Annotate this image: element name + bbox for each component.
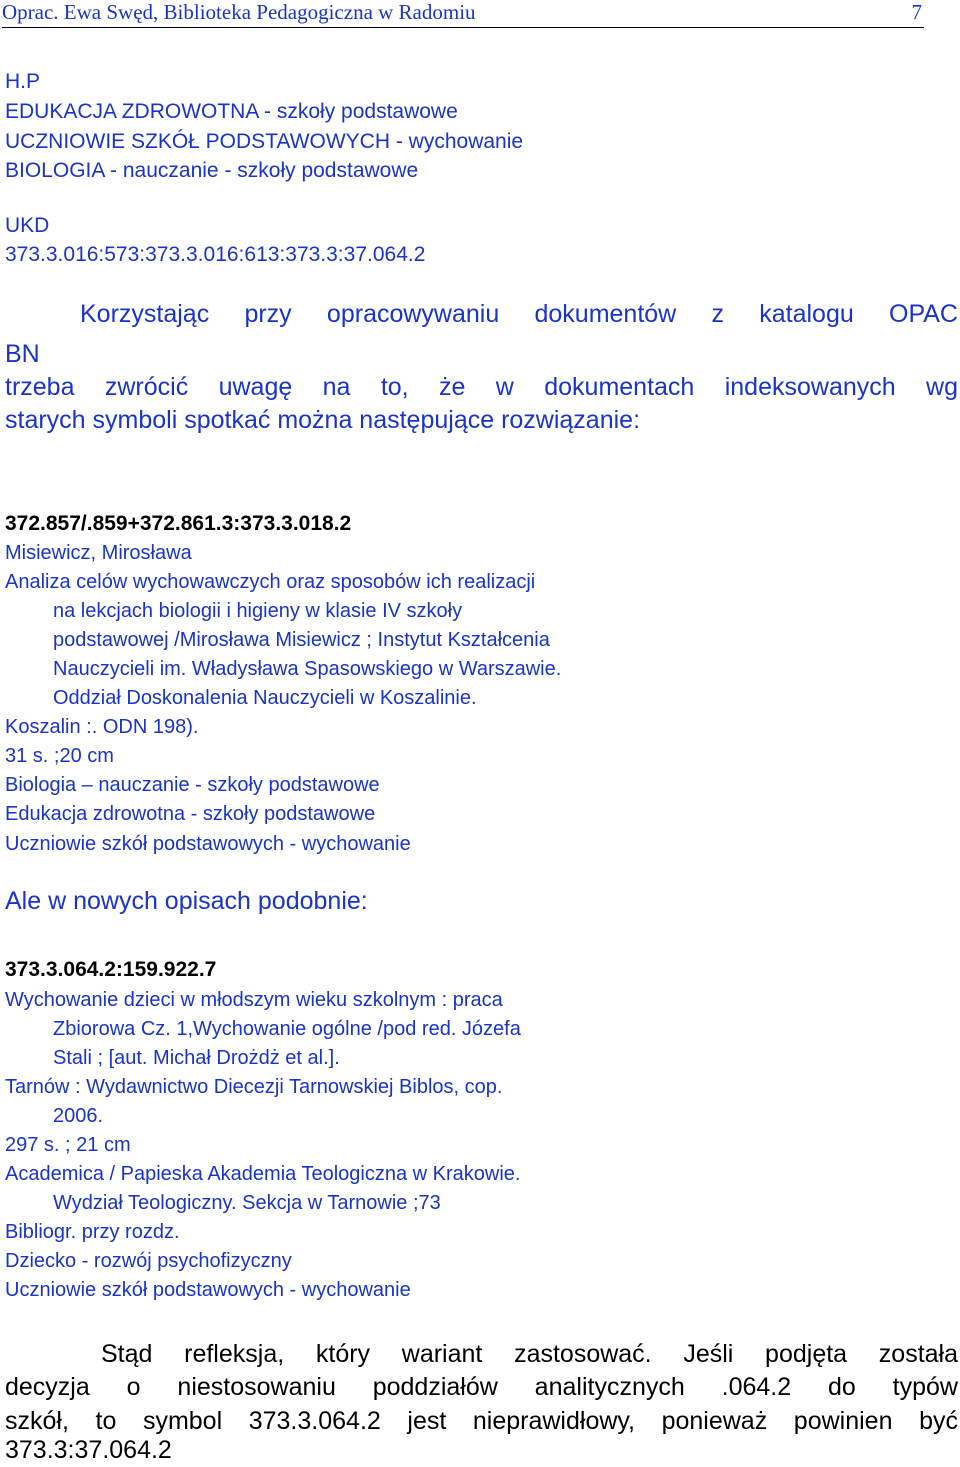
ukd-value: 373.3.016:573:373.3.016:613:373.3:37.064.2 xyxy=(5,243,426,266)
page-number: 7 xyxy=(911,0,922,24)
record1-subject-1: Biologia – nauczanie - szkoły podstawowe xyxy=(5,774,380,796)
intro-line-2: BN xyxy=(5,340,40,368)
record2-publisher-1: Tarnów : Wydawnictwo Diecezji Tarnowskiej Biblos, cop. xyxy=(5,1076,503,1098)
classification-code: H.P xyxy=(5,70,41,93)
record1-title-2: na lekcjach biologii i higieny w klasie IV szkoły xyxy=(53,600,463,622)
conclusion-line-2: decyzja o niestosowaniu poddziałów analitycznych .064.2 do typów xyxy=(5,1373,958,1401)
header-author-library: Oprac. Ewa Swęd, Biblioteka Pedagogiczna w Radomiu xyxy=(2,0,476,24)
record1-publisher: Koszalin :. ODN 198). xyxy=(5,716,199,738)
record2-symbol: 373.3.064.2:159.922.7 xyxy=(5,958,217,981)
record2-subject-1: Dziecko - rozwój psychofizyczny xyxy=(5,1250,292,1272)
record1-title-4: Nauczycieli im. Władysława Spasowskiego w Warszawie. xyxy=(53,658,562,680)
intro-line-1: Korzystając przy opracowywaniu dokumentów z katalogu OPAC xyxy=(80,300,958,328)
subject-heading-3: BIOLOGIA - nauczanie - szkoły podstawowe xyxy=(5,159,419,182)
record2-title-1: Wychowanie dzieci w młodszym wieku szkolnym : praca xyxy=(5,989,503,1011)
subject-heading-2: UCZNIOWIE SZKÓŁ PODSTAWOWYCH - wychowanie xyxy=(5,130,524,153)
record1-title-1: Analiza celów wychowawczych oraz sposobów ich realizacji xyxy=(5,571,536,593)
record1-subject-3: Uczniowie szkół podstawowych - wychowanie xyxy=(5,833,411,855)
record1-title-3: podstawowej /Mirosława Misiewicz ; Instytut Kształcenia xyxy=(53,629,550,651)
record2-note: Bibliogr. przy rozdz. xyxy=(5,1221,180,1243)
record2-subject-2: Uczniowie szkół podstawowych - wychowanie xyxy=(5,1279,411,1301)
intro-line-3: trzeba zwrócić uwagę na to, że w dokumentach indeksowanych wg xyxy=(5,373,958,401)
record1-symbol: 372.857/.859+372.861.3:373.3.018.2 xyxy=(5,512,352,535)
record1-extent: 31 s. ;20 cm xyxy=(5,745,114,767)
record1-author: Misiewicz, Mirosława xyxy=(5,542,192,564)
record1-title-5: Oddział Doskonalenia Nauczycieli w Koszalinie. xyxy=(53,687,477,709)
record1-subject-2: Edukacja zdrowotna - szkoły podstawowe xyxy=(5,803,376,825)
conclusion-line-4: 373.3:37.064.2 xyxy=(5,1436,172,1464)
conclusion-line-1: Stąd refleksja, który wariant zastosować. Jeśli podjęta została xyxy=(101,1340,958,1368)
intro-line-4: starych symboli spotkać można następujące rozwiązanie: xyxy=(5,406,641,434)
record2-publisher-2: 2006. xyxy=(53,1105,104,1127)
record2-series-1: Academica / Papieska Akademia Teologiczna w Krakowie. xyxy=(5,1163,521,1185)
conclusion-line-3: szkół, to symbol 373.3.064.2 jest nieprawidłowy, ponieważ powinien być xyxy=(5,1407,958,1435)
record2-title-3: Stali ; [aut. Michał Drożdż et al.]. xyxy=(53,1047,340,1069)
record2-title-2: Zbiorowa Cz. 1,Wychowanie ogólne /pod red. Józefa xyxy=(53,1018,521,1040)
subject-heading-1: EDUKACJA ZDROWOTNA - szkoły podstawowe xyxy=(5,100,458,123)
record2-series-2: Wydział Teologiczny. Sekcja w Tarnowie ;73 xyxy=(53,1192,441,1214)
new-descriptions-heading: Ale w nowych opisach podobnie: xyxy=(5,887,368,915)
ukd-label: UKD xyxy=(5,214,50,237)
record2-extent: 297 s. ; 21 cm xyxy=(5,1134,131,1156)
page-header xyxy=(2,0,924,28)
